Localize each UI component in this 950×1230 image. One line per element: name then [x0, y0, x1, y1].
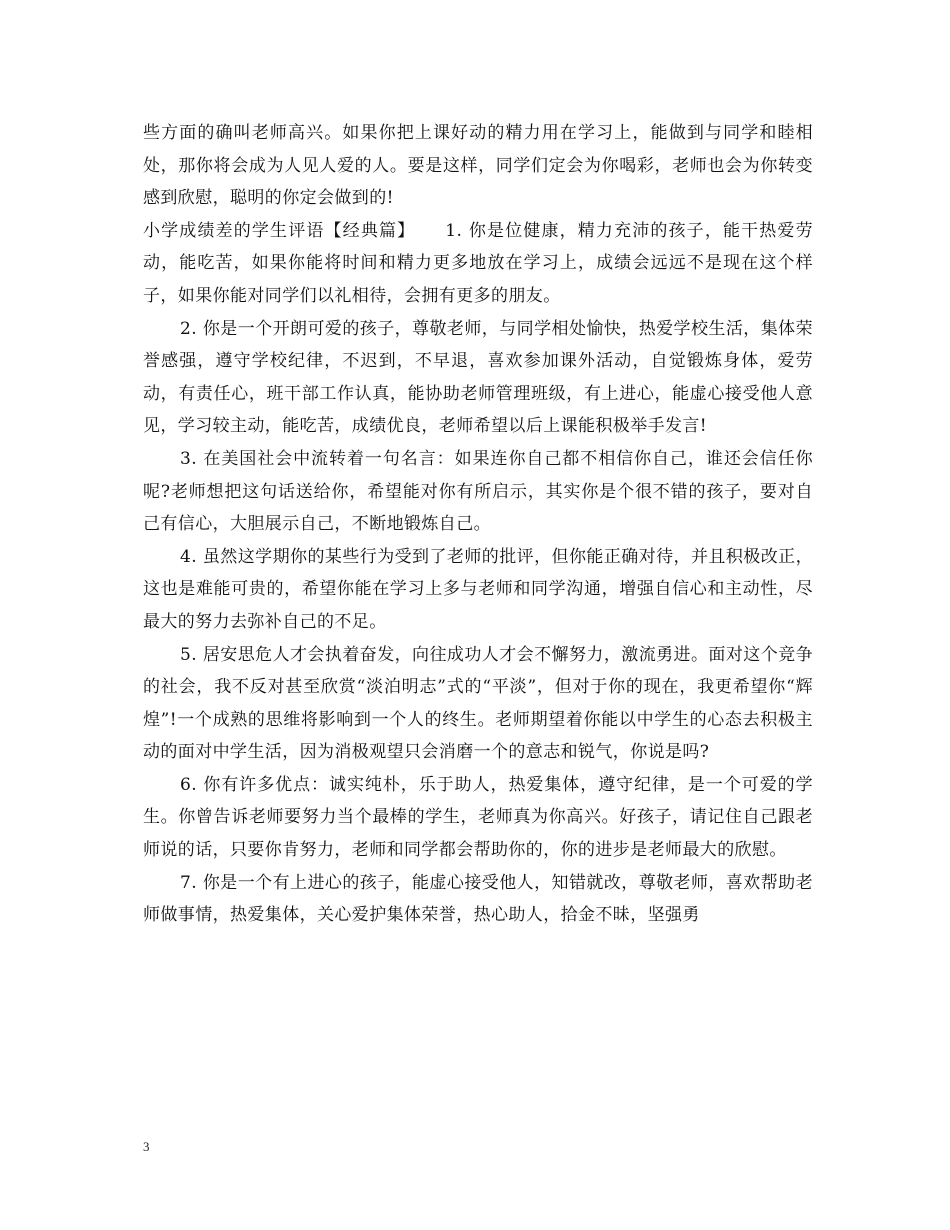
list-item: 7. 你是一个有上进心的孩子，能虚心接受他人，知错就改，尊敬老师，喜欢帮助老师做事情，热爱集体，关心爱护集体荣誉，热心助人，拾金不昧，坚强勇	[143, 872, 813, 926]
list-item: 2. 你是一个开朗可爱的孩子，尊敬老师，与同学相处愉快，热爱学校生活，集体荣誉感强，遵守学校纪律，不迟到，不早退，喜欢参加课外活动，自觉锻炼身体，爱劳动，有责任心，班干部工作认真，能协助老师管理班级，有上进心，能虚心接受他人意见，学习较主动，能吃苦，成绩优良，老师希望以后上课能积极举手发言!	[143, 318, 813, 437]
section-heading: 小学成绩差的学生评语【经典篇】	[143, 220, 416, 241]
list-item: 3. 在美国社会中流转着一句名言：如果连你自己都不相信你自己，谁还会信任你呢?老师想把这句话送给你，希望能对你有所启示，其实你是个很不错的孩子，要对自己有信心，大胆展示自己，不断地锻炼自己。	[143, 448, 813, 535]
list-item: 1. 你是位健康，精力充沛的孩子，能干热爱劳动，能吃苦，如果你能将时间和精力更多地放在学习上，成绩会远远不是现在这个样子，如果你能对同学们以礼相待，会拥有更多的朋友。	[143, 220, 813, 306]
list-item: 5. 居安思危人才会执着奋发，向往成功人才会不懈努力，激流勇进。面对这个竞争的社会，我不反对甚至欣赏“淡泊明志”式的“平淡”，但对于你的现在，我更希望你“辉煌”!一个成熟的思维将影响到一个人的终生。老师期望着你能以中学生的心态去积极主动的面对中学生活，因为消极观望只会消磨一个的意志和锐气，你说是吗?	[143, 644, 813, 763]
section-paragraph	[143, 215, 813, 313]
list-item: 6. 你有许多优点：诚实纯朴，乐于助人，热爱集体，遵守纪律，是一个可爱的学生。你曾告诉老师要努力当个最棒的学生，老师真为你高兴。好孩子，请记住自己跟老师说的话，只要你肯努力，老师和同学都会帮助你的，你的进步是老师最大的欣慰。	[143, 774, 813, 861]
intro-paragraph: 些方面的确叫老师高兴。如果你把上课好动的精力用在学习上，能做到与同学和睦相处，那你将会成为人见人爱的人。要是这样，同学们定会为你喝彩，老师也会为你转变感到欣慰，聪明的你定会做到的!	[143, 123, 813, 209]
document-body	[143, 117, 813, 932]
page-number: 3	[143, 1139, 150, 1154]
list-item: 4. 虽然这学期你的某些行为受到了老师的批评，但你能正确对待，并且积极改正，这也是难能可贵的，希望你能在学习上多与老师和同学沟通，增强自信心和主动性，尽最大的努力去弥补自己的不足。	[143, 546, 813, 632]
